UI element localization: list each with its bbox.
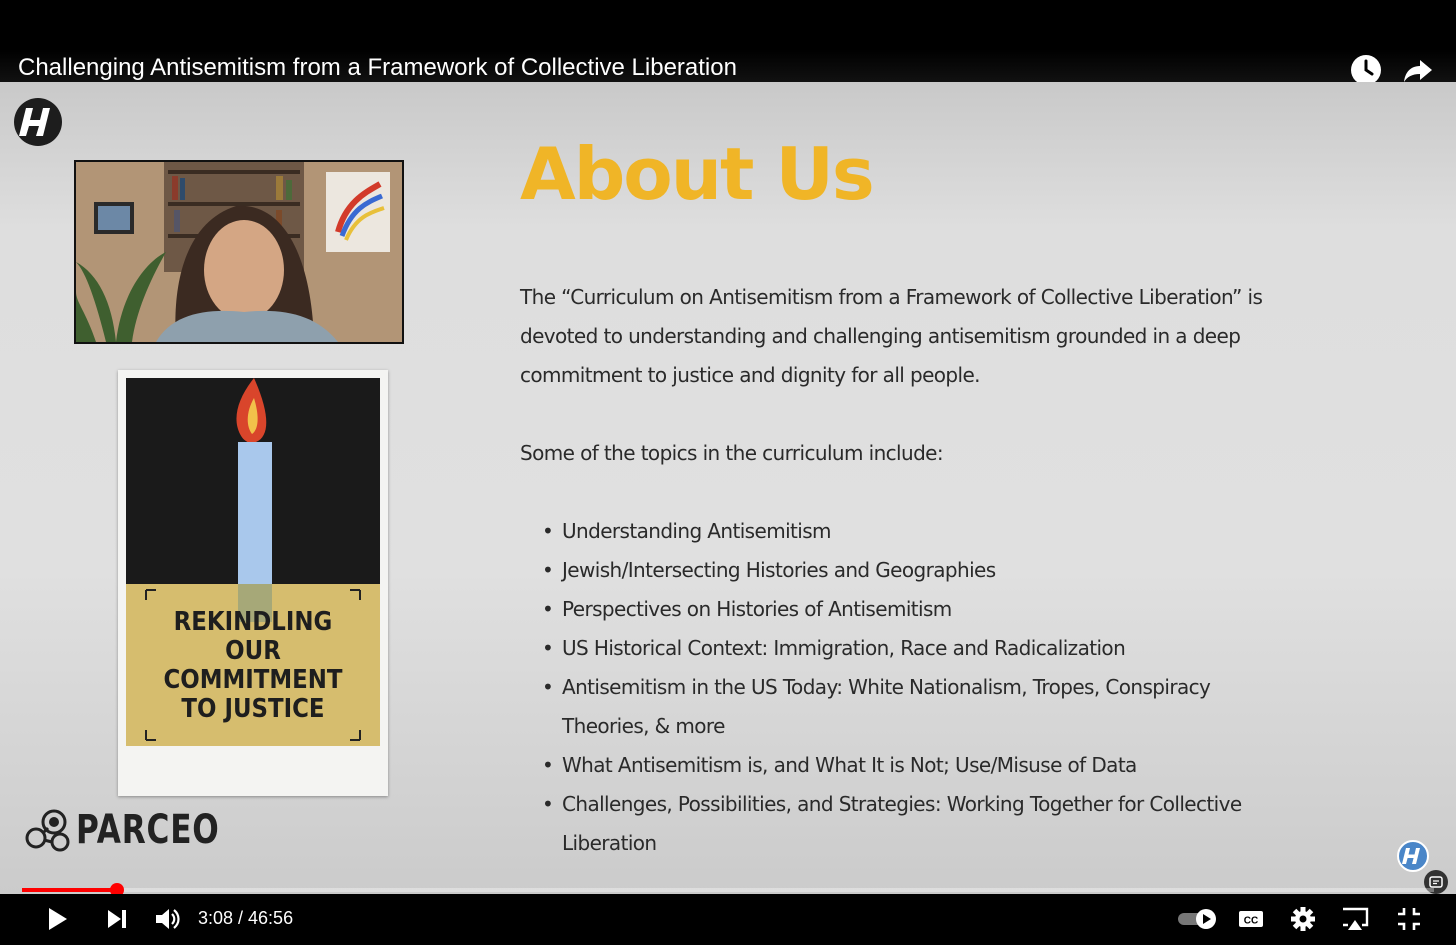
settings-icon[interactable] (1288, 904, 1318, 934)
topics-list (520, 512, 1320, 863)
parceo-logo (24, 804, 260, 856)
video-title[interactable]: Challenging Antisemitism from a Framework of Collective Liberation (18, 54, 737, 81)
exit-fullscreen-icon[interactable] (1394, 904, 1424, 934)
presenter-webcam (74, 160, 404, 344)
poster-line: COMMITMENT (163, 665, 343, 695)
topic-item: • Perspectives on Histories of Antisemitism (562, 590, 1320, 629)
topic-item: • Antisemitism in the US Today: White Nationalism, Tropes, Conspiracy Theories, & more (562, 668, 1282, 746)
presenter-image (76, 162, 402, 342)
poster-line: OUR (225, 636, 281, 666)
autoplay-toggle[interactable] (1176, 904, 1220, 934)
poster-line: REKINDLING (173, 607, 333, 637)
topic-item: • Jewish/Intersecting Histories and Geographies (562, 551, 1320, 590)
poster-line: TO JUSTICE (181, 694, 325, 724)
play-icon[interactable] (42, 904, 72, 934)
captions-icon[interactable] (1236, 904, 1266, 934)
topic-item: • US Historical Context: Immigration, Race and Radicalization (562, 629, 1320, 668)
topic-item: • Understanding Antisemitism (562, 512, 1320, 551)
slide-body (520, 278, 1320, 863)
channel-watermark-icon[interactable] (1397, 840, 1429, 872)
parceo-logo-text: PARCEO (76, 807, 220, 853)
slide-intro (520, 278, 1320, 395)
player-controls (0, 894, 1456, 945)
poster-text (126, 608, 380, 724)
time-display: 3:08 / 46:56 (198, 908, 294, 928)
intro-line: devoted to understanding and challenging antisemitism grounded in a deep (520, 324, 1241, 348)
topics-label: Some of the topics in the curriculum include: (520, 441, 944, 465)
volume-icon[interactable] (152, 904, 182, 934)
h-logo-icon (12, 96, 64, 148)
next-icon[interactable] (102, 904, 132, 934)
intro-line: The “Curriculum on Antisemitism from a Framework of Collective Liberation” is (520, 285, 1263, 309)
rekindling-poster (118, 370, 388, 796)
svg-text:CC: CC (1243, 915, 1259, 927)
video-frame[interactable] (0, 82, 1456, 894)
intro-line: commitment to justice and dignity for all people. (520, 363, 980, 387)
progress-played (22, 888, 117, 892)
topic-item: • What Antisemitism is, and What It is Not; Use/Misuse of Data (562, 746, 1320, 785)
slide-heading: About Us (520, 132, 873, 216)
parceo-logo-icon (24, 808, 70, 852)
topic-item: • Challenges, Possibilities, and Strategies: Working Together for Collective Liberation (562, 785, 1302, 863)
video-title-bar (0, 0, 1456, 82)
progress-bar[interactable] (22, 888, 1434, 892)
airplay-icon[interactable] (1340, 904, 1370, 934)
